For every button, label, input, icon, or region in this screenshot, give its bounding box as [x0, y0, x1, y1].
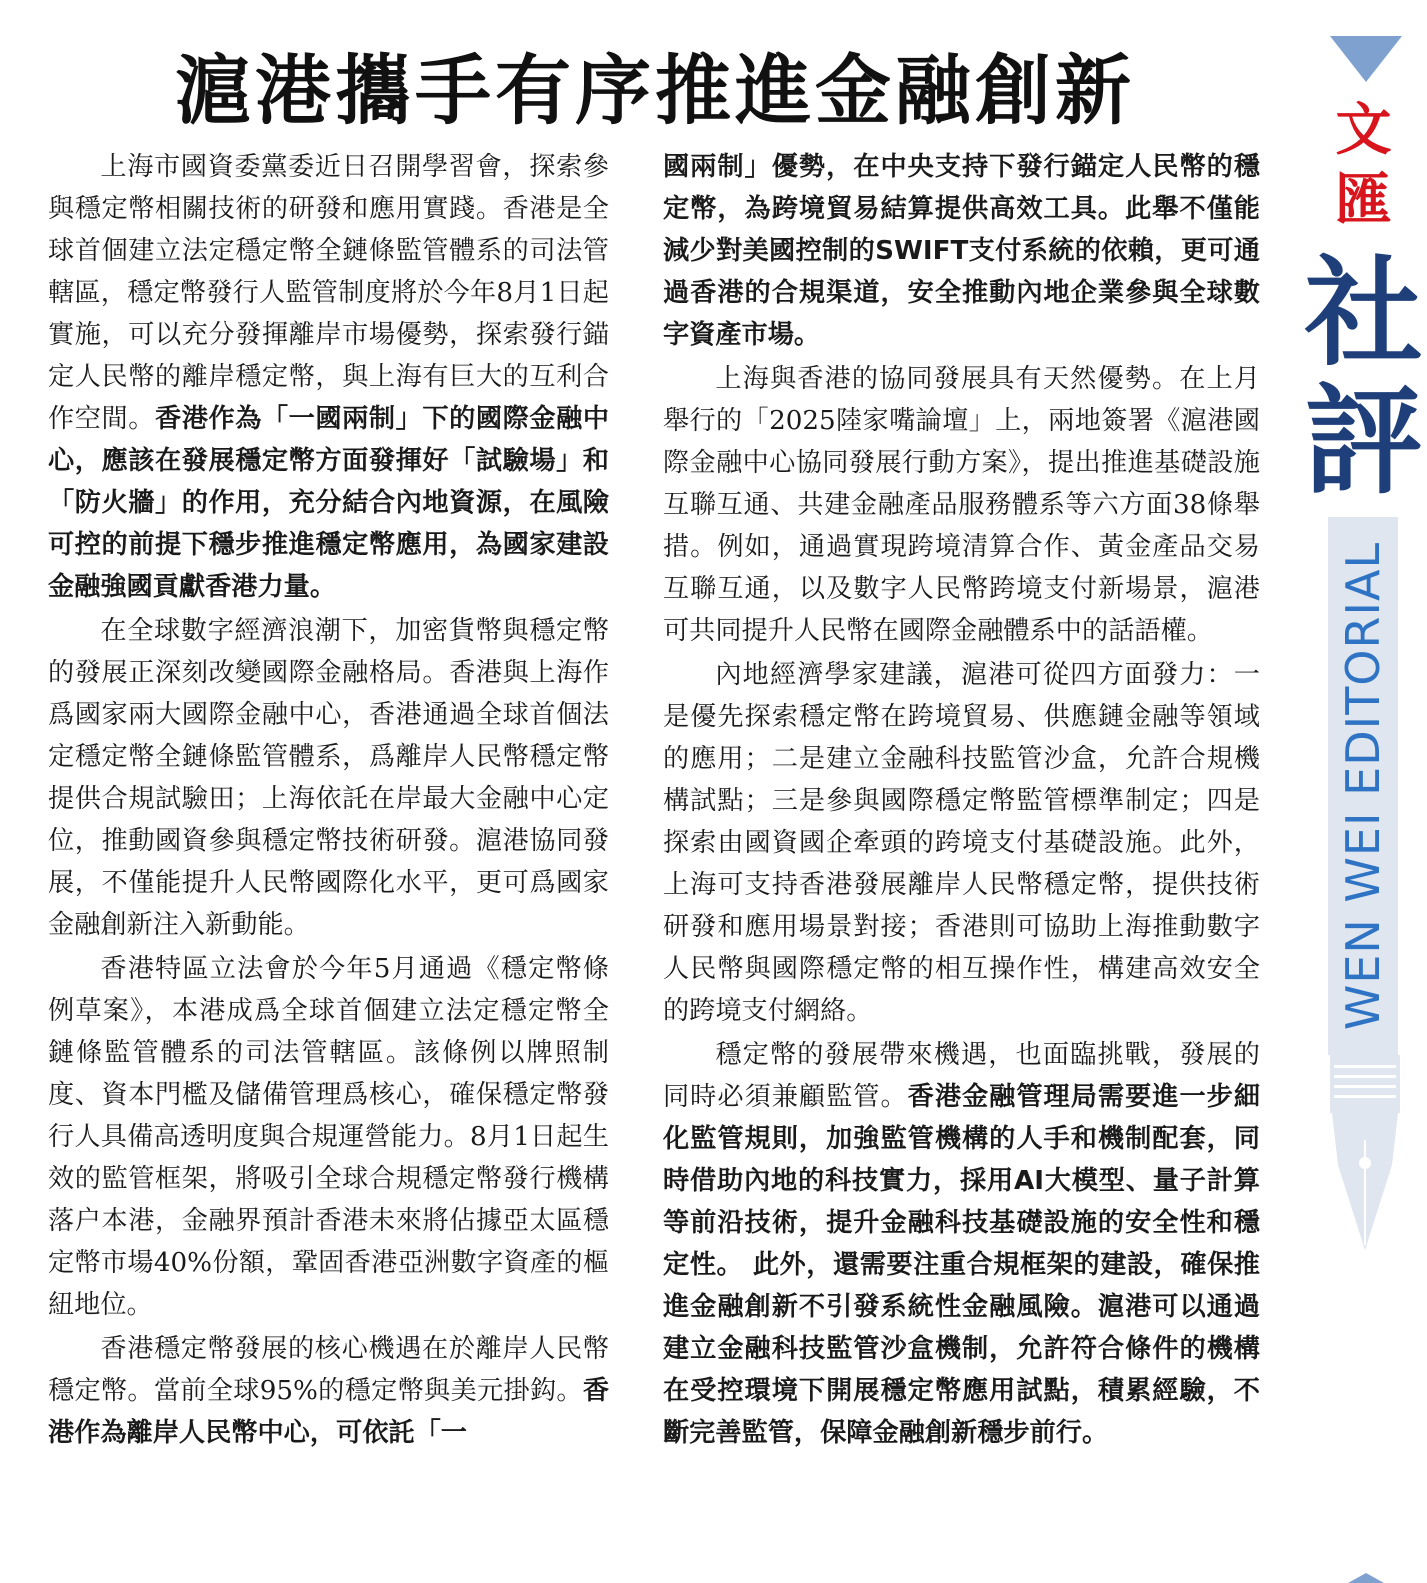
article-column-left	[48, 146, 609, 1456]
paragraph-1-bold-text: 香港作為「一國兩制」下的國際金融中心，應該在發展穩定幣方面發揮好「試驗場」和「防火牆」的作用，充分結合內地資源，在風險可控的前提下穩步推進穩定幣應用，為國家建設金融強國貢獻香港力量。	[48, 404, 610, 602]
paragraph-3: 香港特區立法會於今年5月通過《穩定幣條例草案》，本港成爲全球首個建立法定穩定幣全鏈條監管體系的司法管轄區。該條例以牌照制度、資本門檻及儲備管理爲核心，確保穩定幣發行人具備高透明度與合規運營能力。8月1日起生效的監管框架，將吸引全球合規穩定幣發行機構落户本港，金融界預計香港未來將佔據亞太區穩定幣市場40%份額，鞏固香港亞洲數字資產的樞紐地位。	[48, 954, 609, 1320]
editorial-sidebar	[1300, 30, 1427, 1553]
paragraph-4-bold-text: 香港作為離岸人民幣中心，可依託「一	[48, 1376, 609, 1448]
triangle-marker-bottom-icon	[1348, 1573, 1384, 1583]
paragraph-2: 在全球數字經濟浪潮下，加密貨幣與穩定幣的發展正深刻改變國際金融格局。香港與上海作爲國家兩大國際金融中心，香港通過全球首個法定穩定幣全鏈條監管體系，爲離岸人民幣穩定幣提供合規試驗田；上海依託在岸最大金融中心定位，推動國資參與穩定幣技術研發。滬港協同發展，不僅能提升人民幣國際化水平，更可爲國家金融創新注入新動能。	[48, 616, 609, 940]
section-title-ping: 評	[1304, 371, 1423, 510]
paragraph-5: 上海與香港的協同發展具有天然優勢。在上月舉行的「2025陸家嘴論壇」上，兩地簽署《滬港國際金融中心協同發展行動方案》，提出推進基礎設施互聯互通、共建金融產品服務體系等六方面38條舉措。例如，通過實現跨境清算合作、黃金產品交易互聯互通，以及數字人民幣跨境支付新場景，滬港可共同提升人民幣在國際金融體系中的話語權。	[663, 364, 1260, 646]
brand-hui: 匯	[1335, 167, 1392, 233]
edition-label: WEN WEI EDITORIAL	[1336, 541, 1390, 1031]
section-title-she: 社	[1304, 243, 1423, 382]
headline: 滬港攜手有序推進金融創新	[175, 46, 1135, 135]
paragraph-4-continued: 國兩制」優勢，在中央支持下發行錨定人民幣的穩定幣，為跨境貿易結算提供高效工具。此舉不僅能減少對美國控制的SWIFT支付系統的依賴，更可通過香港的合規渠道，安全推動內地企業參與全球數字資產市場。	[663, 152, 1260, 350]
paragraph-4-text: 香港穩定幣發展的核心機遇在於離岸人民幣穩定幣。當前全球95%的穩定幣與美元掛鈎。	[48, 1334, 609, 1406]
paragraph-1	[48, 146, 609, 608]
paragraph-7-bold-text: 香港金融管理局需要進一步細化監管規則，加強監管機構的人手和機制配套，同時借助內地的科技實力，採用AI大模型、量子計算等前沿技術，提升金融科技基礎設施的安全性和穩定性。 此外，還需要注重合規框架的建設，確保推進金融創新不引發系統性金融風險。滬港可以通過建立金融科技監管沙盒機制，允許符合條件的機構在受控環境下開展穩定幣應用試點，積累經驗，不斷完善監管，保障金融創新穩步前行。	[663, 1082, 1261, 1448]
fountain-pen-nib-icon	[1330, 1055, 1400, 1255]
paragraph-7	[663, 1034, 1260, 1454]
paragraph-1-text: 上海市國資委黨委近日召開學習會，探索參與穩定幣相關技術的研發和應用實踐。香港是全球首個建立法定穩定幣全鏈條監管體系的司法管轄區，穩定幣發行人監管制度將於今年8月1日起實施，可以充分發揮離岸市場優勢，探索發行錨定人民幣的離岸穩定幣，與上海有巨大的互利合作空間。	[48, 152, 609, 434]
paragraph-6: 內地經濟學家建議，滬港可從四方面發力：一是優先探索穩定幣在跨境貿易、供應鏈金融等領域的應用；二是建立金融科技監管沙盒，允許合規機構試點；三是參與國際穩定幣監管標準制定；四是探索由國資國企牽頭的跨境支付基礎設施。此外，上海可支持香港發展離岸人民幣穩定幣，提供技術研發和應用場景對接；香港則可協助上海推動數字人民幣與國際穩定幣的相互操作性，構建高效安全的跨境支付網絡。	[663, 660, 1260, 1026]
paragraph-4	[48, 1328, 609, 1454]
article-column-right	[663, 146, 1260, 1456]
paragraph-7-text: 穩定幣的發展帶來機遇，也面臨挑戰，發展的同時必須兼顧監管。	[663, 1040, 1260, 1112]
triangle-marker-icon	[1330, 36, 1402, 82]
brand-wen: 文	[1335, 97, 1392, 163]
